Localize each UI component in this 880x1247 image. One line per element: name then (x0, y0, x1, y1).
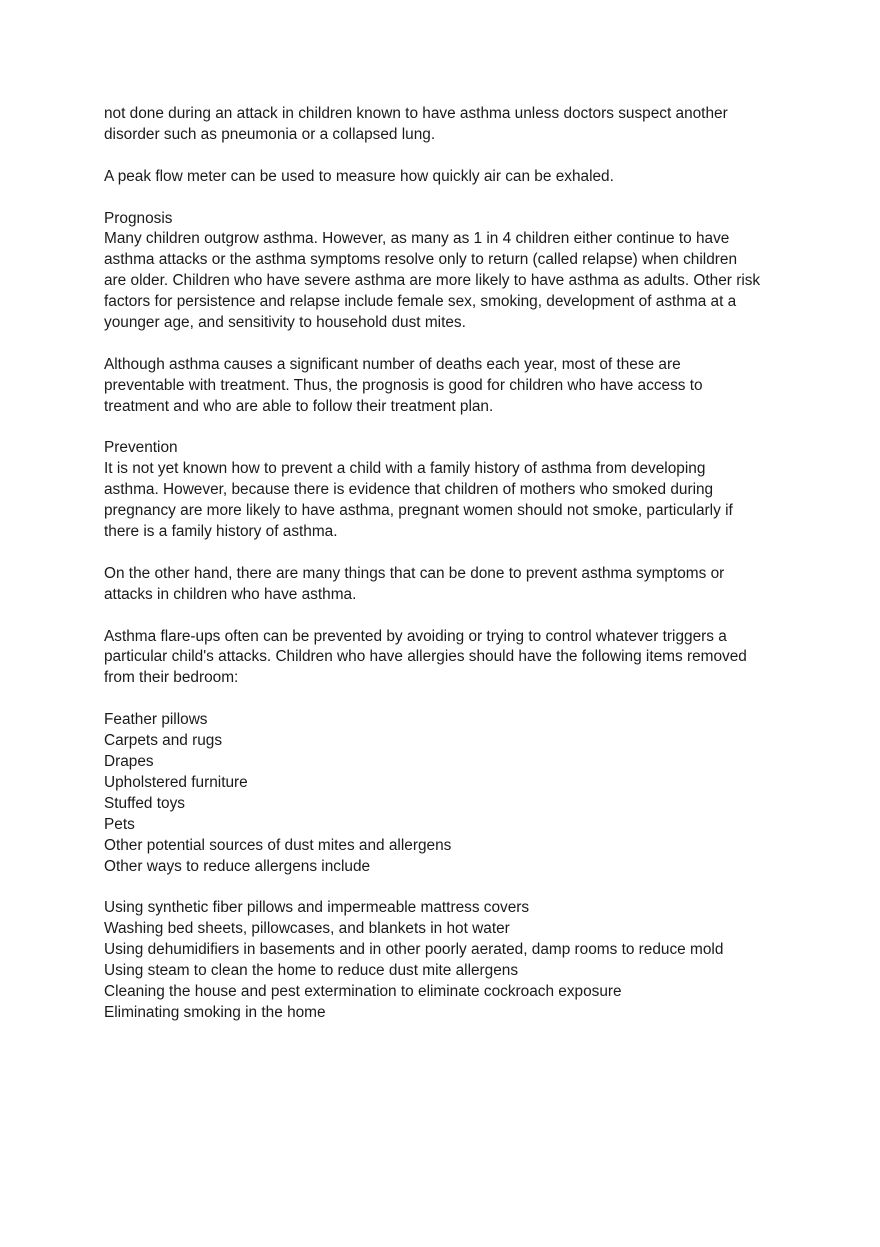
list-item: Feather pillows (104, 711, 208, 729)
text-line: asthma. However, because there is evidence that children of mothers who smoked during (104, 481, 714, 499)
other-ways-list (104, 898, 820, 1023)
prognosis-section (104, 209, 820, 418)
text-line: attacks in children who have asthma. (104, 585, 357, 603)
prognosis-paragraph-1 (104, 229, 820, 334)
text-line: factors for persistence and relapse include female sex, smoking, development of asthma at a (104, 293, 737, 311)
text-line: there is a family history of asthma. (104, 523, 338, 541)
list-item: Washing bed sheets, pillowcases, and blankets in hot water (104, 920, 510, 938)
prognosis-paragraph-2 (104, 355, 820, 418)
text-line: are older. Children who have severe asthma are more likely to have asthma as adults. Other risk (104, 272, 761, 290)
list-item: Upholstered furniture (104, 773, 248, 791)
prognosis-heading: Prognosis (104, 209, 173, 227)
text-line: Many children outgrow asthma. However, as many as 1 in 4 children either continue to have (104, 230, 730, 248)
text-line: not done during an attack in children known to have asthma unless doctors suspect another (104, 105, 728, 122)
text-line: On the other hand, there are many things that can be done to prevent asthma symptoms or (104, 564, 725, 582)
prevention-section (104, 438, 820, 1023)
peak-flow-paragraph (104, 167, 820, 188)
list-item: Using dehumidifiers in basements and in other poorly aerated, damp rooms to reduce mold (104, 941, 724, 959)
list-item: Pets (104, 815, 135, 833)
prevention-paragraph-1 (104, 459, 820, 543)
text-line: Asthma flare-ups often can be prevented by avoiding or trying to control whatever triggers a (104, 627, 727, 645)
list-item: Using synthetic fiber pillows and impermeable mattress covers (104, 899, 530, 917)
prevention-heading: Prevention (104, 439, 178, 457)
intro-paragraph (104, 104, 820, 146)
prevention-paragraph-3 (104, 627, 820, 690)
text-line: Although asthma causes a significant number of deaths each year, most of these are (104, 355, 681, 373)
list-item: Other potential sources of dust mites and allergens (104, 836, 452, 854)
text-line: younger age, and sensitivity to household dust mites. (104, 314, 466, 332)
list-item: Other ways to reduce allergens include (104, 857, 371, 875)
list-item: Using steam to clean the home to reduce dust mite allergens (104, 962, 519, 980)
text-line: disorder such as pneumonia or a collapsed lung. (104, 125, 436, 143)
text-line: asthma attacks or the asthma symptoms resolve only to return (called relapse) when children (104, 251, 738, 269)
text-line: treatment and who are able to follow their treatment plan. (104, 397, 494, 415)
list-item: Eliminating smoking in the home (104, 1003, 326, 1021)
text-line: from their bedroom: (104, 669, 239, 687)
list-item: Drapes (104, 752, 154, 770)
bedroom-items-list (104, 710, 820, 877)
text-line: It is not yet known how to prevent a child with a family history of asthma from developing (104, 460, 706, 478)
prevention-paragraph-2 (104, 564, 820, 606)
text-line: preventable with treatment. Thus, the prognosis is good for children who have access to (104, 376, 703, 394)
list-item: Cleaning the house and pest extermination to eliminate cockroach exposure (104, 982, 622, 1000)
list-item: Carpets and rugs (104, 732, 223, 750)
text-line: pregnancy are more likely to have asthma, pregnant women should not smoke, particularly if (104, 502, 733, 520)
text-line: A peak flow meter can be used to measure how quickly air can be exhaled. (104, 167, 614, 185)
list-item: Stuffed toys (104, 794, 185, 812)
text-line: particular child's attacks. Children who have allergies should have the following items removed (104, 648, 747, 666)
